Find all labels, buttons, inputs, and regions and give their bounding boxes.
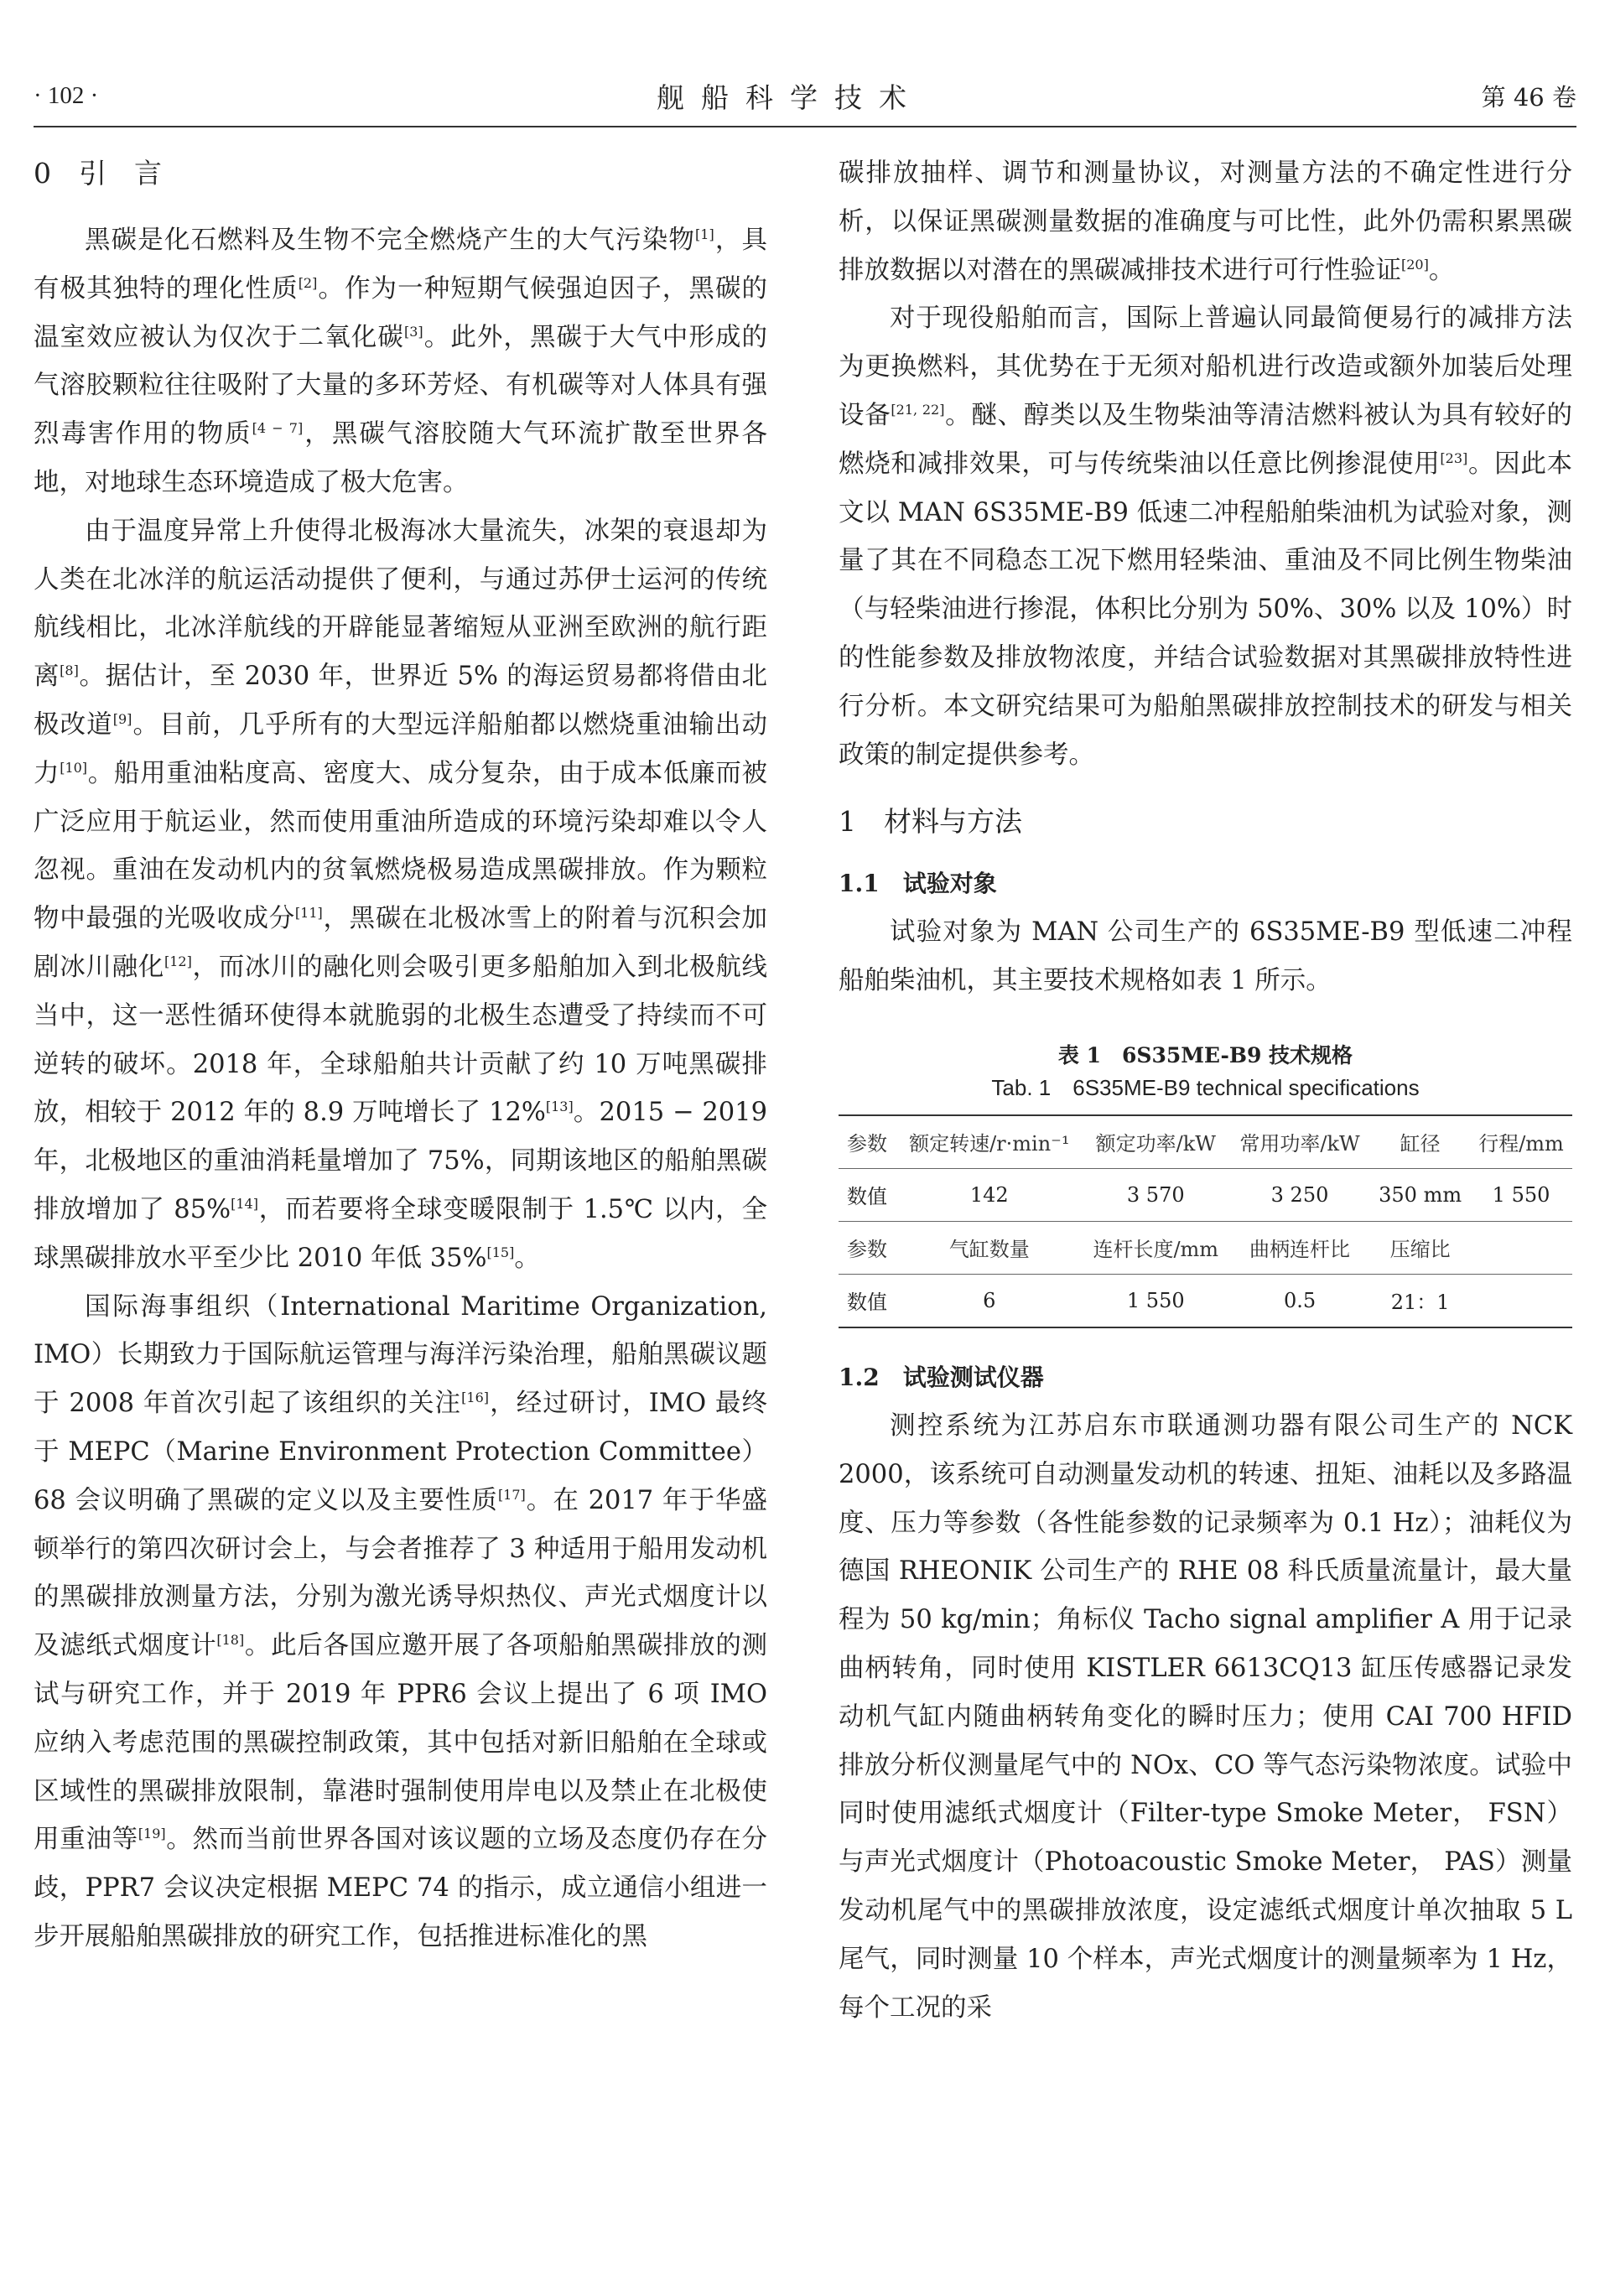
- citation-ref: [3]: [403, 323, 423, 340]
- table-cell: 数值: [839, 1274, 896, 1327]
- header-rule: [34, 126, 1576, 127]
- subsection-1-2-heading: 1.2 试验测试仪器: [839, 1363, 1044, 1391]
- section-0-heading: 0 引 言: [34, 157, 162, 190]
- citation-ref: [9]: [112, 710, 132, 727]
- table-cell: [1470, 1274, 1572, 1327]
- citation-ref: [17]: [497, 1486, 526, 1503]
- table-cell: 额定功率/kW: [1083, 1115, 1229, 1169]
- paragraph: 测控系统为江苏启东市联通测功器有限公司生产的 NCK 2000，该系统可自动测量发动机的转速、扭矩、油耗以及多路温度、压力等参数（各性能参数的记录频率为 0.1 Hz）；油耗仪为德国 RHEONIK 公司生产的 RHE 08 科氏质量流量计，最大量程为 50 kg/min；角标仪 Tacho signal amplifier A 用于记录曲柄转角，同时使用 KISTLER 6613CQ13 缸压传感器记录发动机气缸内随曲柄转角变化的瞬时压力；使用 CAI 700 HFID 排放分析仪测量尾气中的 NOx、CO 等气态污染物浓度。试验中同时使用滤纸式烟度计（Filter-type Smoke Meter， FSN）与声光式烟度计（Photoacoustic Smoke Meter， PAS）测量发动机尾气中的黑碳排放浓度，设定滤纸式烟度计单次抽取 5 L 尾气，同时测量 10 个样本，声光式烟度计的测量频率为 1 Hz，每个工况的采: [839, 1410, 1572, 2023]
- table-cell: 常用功率/kW: [1229, 1115, 1370, 1169]
- citation-ref: [13]: [545, 1099, 574, 1115]
- citation-ref: [10]: [60, 759, 88, 776]
- table-1: [839, 1039, 1572, 1328]
- left-column: [34, 149, 767, 1961]
- citation-ref: [16]: [461, 1389, 490, 1405]
- citation-ref: [15]: [486, 1244, 515, 1260]
- paragraph: 试验对象为 MAN 公司生产的 6S35ME-B9 型低速二冲程船舶柴油机，其主要技术规格如表 1 所示。: [839, 917, 1572, 996]
- journal-title: 舰船科学技术: [656, 81, 923, 114]
- page-number: · 102 ·: [34, 81, 99, 109]
- citation-ref: [19]: [138, 1826, 166, 1842]
- citation-ref: [18]: [216, 1631, 245, 1648]
- right-column: [839, 149, 1572, 2032]
- table-cell: 数值: [839, 1168, 896, 1221]
- citation-ref: [11]: [294, 905, 323, 921]
- citation-ref: [1]: [695, 226, 714, 242]
- section-1-heading: 1 材料与方法: [839, 805, 1022, 839]
- table-row: [839, 1115, 1572, 1169]
- table-cell: 参数: [839, 1221, 896, 1274]
- table-cell: 额定转速/r·min⁻¹: [896, 1115, 1083, 1169]
- table-row: [839, 1221, 1572, 1274]
- citation-ref: [21, 22]: [891, 401, 945, 418]
- citation-ref: [12]: [164, 953, 192, 969]
- table-cell: 行程/mm: [1470, 1115, 1572, 1169]
- table-cell: 3 570: [1083, 1168, 1229, 1221]
- table-caption-cn: 表 1 6S35ME-B9 技术规格: [1057, 1042, 1353, 1067]
- table-cell: [1470, 1221, 1572, 1274]
- paragraph: 国际海事组织（International Maritime Organization, IMO）长期致力于国际航运管理与海洋污染治理，船舶黑碳议题于 2008 年首次引起了该组织的关注[16]，经过研讨，IMO 最终于 MEPC（Marine Environment Protection Committee）68 会议明确了黑碳的定义以及主要性质[17]。在 2017 年于华盛顿举行的第四次研讨会上，与会者推荐了 3 种适用于船用发动机的黑碳排放测量方法，分别为激光诱导炽热仪、声光式烟度计以及滤纸式烟度计[18]。此后各国应邀开展了各项船舶黑碳排放的测试与研究工作，并于 2019 年 PPR6 会议上提出了 6 项 IMO 应纳入考虑范围的黑碳控制政策，其中包括对新旧船舶在全球或区域性的黑碳排放限制，靠港时强制使用岸电以及禁止在北极使用重油等[19]。然而当前世界各国对该议题的立场及态度仍存在分歧，PPR7 会议决定根据 MEPC 74 的指示，成立通信小组进一步开展船舶黑碳排放的研究工作，包括推进标准化的黑: [34, 1291, 768, 1951]
- table-cell: 350 mm: [1370, 1168, 1470, 1221]
- citation-ref: [14]: [231, 1195, 258, 1212]
- table-cell: 气缸数量: [896, 1221, 1083, 1274]
- citation-ref: [8]: [60, 662, 79, 679]
- table-caption-en: Tab. 1 6S35ME-B9 technical specifications: [991, 1074, 1420, 1100]
- table-cell: 连杆长度/mm: [1083, 1221, 1229, 1274]
- table-cell: 曲柄连杆比: [1229, 1221, 1370, 1274]
- subsection-1-1-heading: 1.1 试验对象: [839, 870, 997, 898]
- citation-ref: [23]: [1440, 449, 1468, 466]
- citation-ref: [4 − 7]: [252, 420, 304, 437]
- paragraph: 黑碳是化石燃料及生物不完全燃烧产生的大气污染物[1]，具有极其独特的理化性质[2]。作为一种短期气候强迫因子，黑碳的温室效应被认为仅次于二氧化碳[3]。此外，黑碳于大气中形成的气溶胶颗粒往往吸附了大量的多环芳烃、有机碳等对人体具有强烈毒害作用的物质[4 − 7]，黑碳气溶胶随大气环流扩散至世界各地，对地球生态环境造成了极大危害。: [34, 226, 768, 497]
- table-cell: 参数: [839, 1115, 896, 1169]
- table-cell: 缸径: [1370, 1115, 1470, 1169]
- citation-ref: [20]: [1401, 256, 1429, 273]
- running-header: [34, 72, 1576, 119]
- table-row: [839, 1274, 1572, 1327]
- spec-table: [839, 1114, 1572, 1328]
- table-cell: 1 550: [1470, 1168, 1572, 1221]
- paragraph: 由于温度异常上升使得北极海冰大量流失，冰架的衰退却为人类在北冰洋的航运活动提供了便利，与通过苏伊士运河的传统航线相比，北冰洋航线的开辟能显著缩短从亚洲至欧洲的航行距离[8]。据估计，至 2030 年，世界近 5% 的海运贸易都将借由北极改道[9]。目前，几乎所有的大型远洋船舶都以燃烧重油输出动力[10]。船用重油粘度高、密度大、成分复杂，由于成本低廉而被广泛应用于航运业，然而使用重油所造成的环境污染却难以令人忽视。重油在发动机内的贫氧燃烧极易造成黑碳排放。作为颗粒物中最强的光吸收成分[11]，黑碳在北极冰雪上的附着与沉积会加剧冰川融化[12]，而冰川的融化则会吸引更多船舶加入到北极航线当中，这一恶性循环使得本就脆弱的北极生态遭受了持续而不可逆转的破坏。2018 年，全球船舶共计贡献了约 10 万吨黑碳排放，相较于 2012 年的 8.9 万吨增长了 12%[13]。2015 − 2019 年，北极地区的重油消耗量增加了 75%，同期该地区的船舶黑碳排放增加了 85%[14]，而若要将全球变暖限制于 1.5℃ 以内，全球黑碳排放水平至少比 2010 年低 35%[15]。: [34, 516, 768, 1273]
- table-row: [839, 1168, 1572, 1221]
- citation-ref: [2]: [298, 274, 318, 291]
- table-cell: 6: [896, 1274, 1083, 1327]
- paragraph: 对于现役船舶而言，国际上普遍认同最简便易行的减排方法为更换燃料，其优势在于无须对船机进行改造或额外加装后处理设备[21, 22]。醚、醇类以及生物柴油等清洁燃料被认为具有较好的燃烧和减排效果，可与传统柴油以任意比例掺混使用[23]。因此本文以 MAN 6S35ME-B9 低速二冲程船舶柴油机为试验对象，测量了其在不同稳态工况下燃用轻柴油、重油及不同比例生物柴油（与轻柴油进行掺混，体积比分别为 50%、30% 以及 10%）时的性能参数及排放物浓度，并结合试验数据对其黑碳排放特性进行分析。本文研究结果可为船舶黑碳排放控制技术的研发与相关政策的制定提供参考。: [839, 304, 1573, 770]
- volume-label: 第 46 卷: [1481, 82, 1576, 112]
- table-cell: 21：1: [1370, 1274, 1470, 1327]
- table-cell: 1 550: [1083, 1274, 1229, 1327]
- paragraph: 碳排放抽样、调节和测量协议，对测量方法的不确定性进行分析，以保证黑碳测量数据的准确度与可比性，此外仍需积累黑碳排放数据以对潜在的黑碳减排技术进行可行性验证[20]。: [839, 158, 1572, 285]
- table-cell: 142: [896, 1168, 1083, 1221]
- table-cell: 0.5: [1229, 1274, 1370, 1327]
- table-cell: 3 250: [1229, 1168, 1370, 1221]
- table-cell: 压缩比: [1370, 1221, 1470, 1274]
